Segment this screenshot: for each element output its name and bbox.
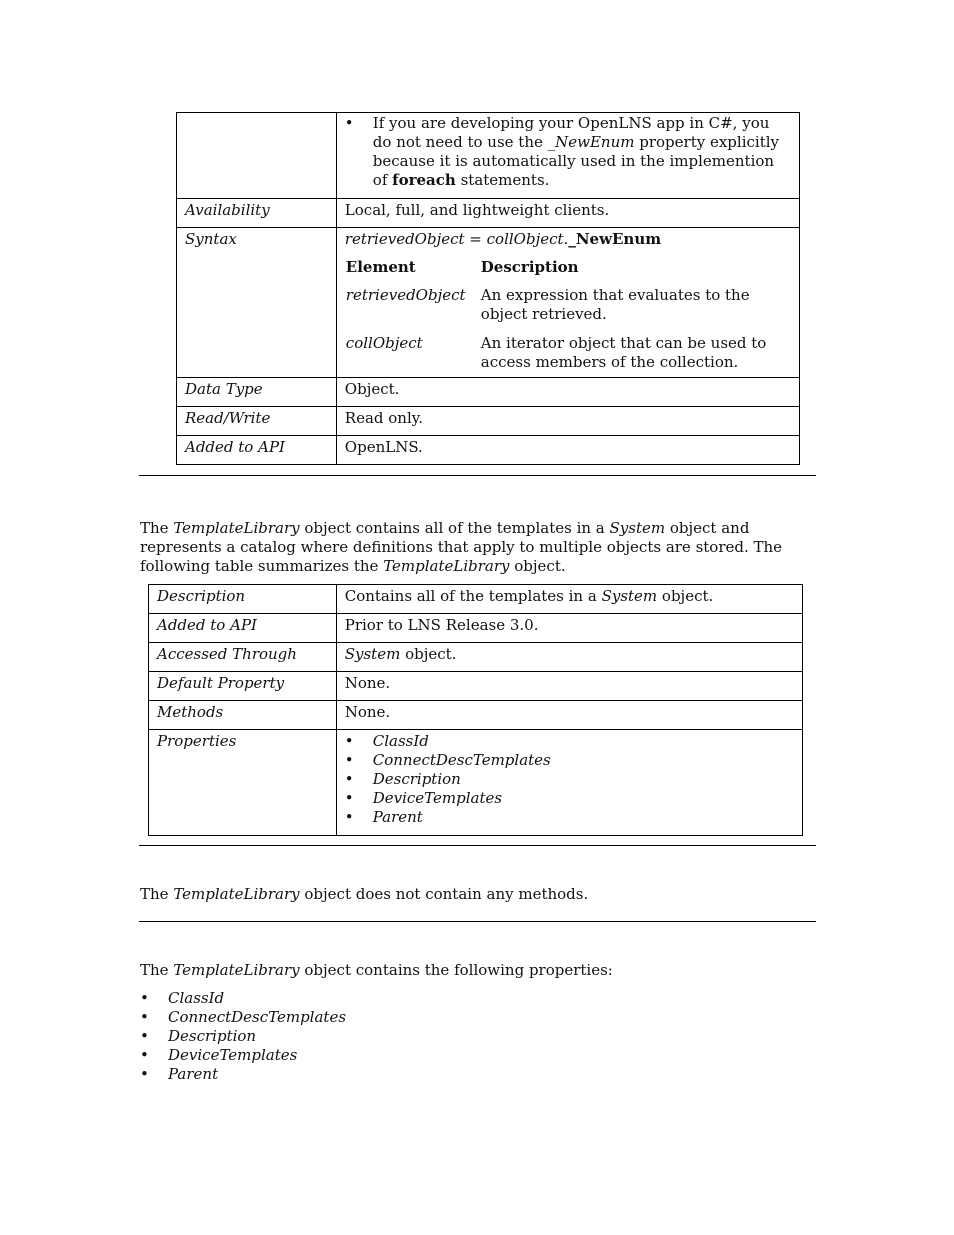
section-divider — [139, 845, 816, 846]
table-row — [149, 614, 803, 643]
properties-list — [140, 989, 540, 1084]
list-item: • ConnectDescTemplates — [140, 1008, 540, 1027]
row-label: Properties — [157, 732, 237, 750]
row-value: None. — [344, 674, 391, 692]
note-list — [345, 114, 791, 190]
table-row — [177, 407, 800, 436]
row-label: Added to API — [185, 438, 285, 456]
properties-paragraph: The TemplateLibrary object contains the following properties: — [140, 961, 613, 979]
element-description: An iterator object that can be used to access members of the collection. — [480, 334, 767, 371]
list-item: • Parent — [345, 808, 794, 827]
row-value: Prior to LNS Release 3.0. — [344, 616, 539, 634]
row-label: Description — [157, 587, 246, 605]
list-item: • DeviceTemplates — [140, 1046, 540, 1065]
row-label: Default Property — [157, 674, 285, 692]
element-name: collObject — [345, 334, 423, 352]
row-label: Added to API — [157, 616, 257, 634]
syntax-elements-table — [346, 258, 781, 372]
property-table — [176, 112, 800, 465]
summary-table — [148, 584, 803, 836]
description-header: Description — [480, 258, 579, 276]
row-value: Local, full, and lightweight clients. — [344, 201, 610, 219]
row-label: Availability — [185, 201, 270, 219]
list-item: • ConnectDescTemplates — [345, 751, 794, 770]
table-row — [177, 378, 800, 407]
row-value: System object. — [344, 645, 457, 663]
row-label: Data Type — [185, 380, 263, 398]
table-row — [149, 730, 803, 836]
list-item: • Description — [345, 770, 794, 789]
table-row — [149, 585, 803, 614]
table-row — [149, 701, 803, 730]
table-row — [177, 436, 800, 465]
element-description: An expression that evaluates to the object retrieved. — [480, 286, 750, 323]
section-divider — [139, 475, 816, 476]
row-value: None. — [344, 703, 391, 721]
methods-paragraph: The TemplateLibrary object does not contain any methods. — [140, 885, 589, 903]
row-label: Methods — [157, 703, 224, 721]
table-row — [177, 199, 800, 228]
properties-list — [345, 732, 794, 827]
table-row — [177, 113, 800, 199]
list-item: • ClassId — [140, 989, 540, 1008]
row-label: Accessed Through — [157, 645, 297, 663]
element-name: retrievedObject — [345, 286, 466, 304]
table-row — [149, 643, 803, 672]
intro-paragraph: The TemplateLibrary object contains all of the templates in a System object and represents a catalog where definitions that apply to multiple objects are stored. The following table summarizes the TemplateLibrary object. — [140, 519, 783, 575]
section-divider — [139, 921, 816, 922]
list-item: • ClassId — [345, 732, 794, 751]
row-value: Contains all of the templates in a System object. — [344, 587, 714, 605]
table-row — [177, 228, 800, 378]
row-label: Syntax — [185, 230, 237, 248]
list-item: • DeviceTemplates — [345, 789, 794, 808]
list-item: • If you are developing your OpenLNS app in C#, you do not need to use the _NewEnum property explicitly because it is automatically used in the implemention of foreach statements. — [345, 114, 791, 190]
list-item: • Parent — [140, 1065, 540, 1084]
list-item: • Description — [140, 1027, 540, 1046]
row-value: OpenLNS. — [344, 438, 423, 456]
row-value: Object. — [344, 380, 400, 398]
table-row — [149, 672, 803, 701]
syntax-line: retrievedObject = collObject._NewEnum — [344, 230, 662, 248]
row-value: Read only. — [344, 409, 424, 427]
element-header: Element — [345, 258, 416, 276]
row-label: Read/Write — [185, 409, 271, 427]
